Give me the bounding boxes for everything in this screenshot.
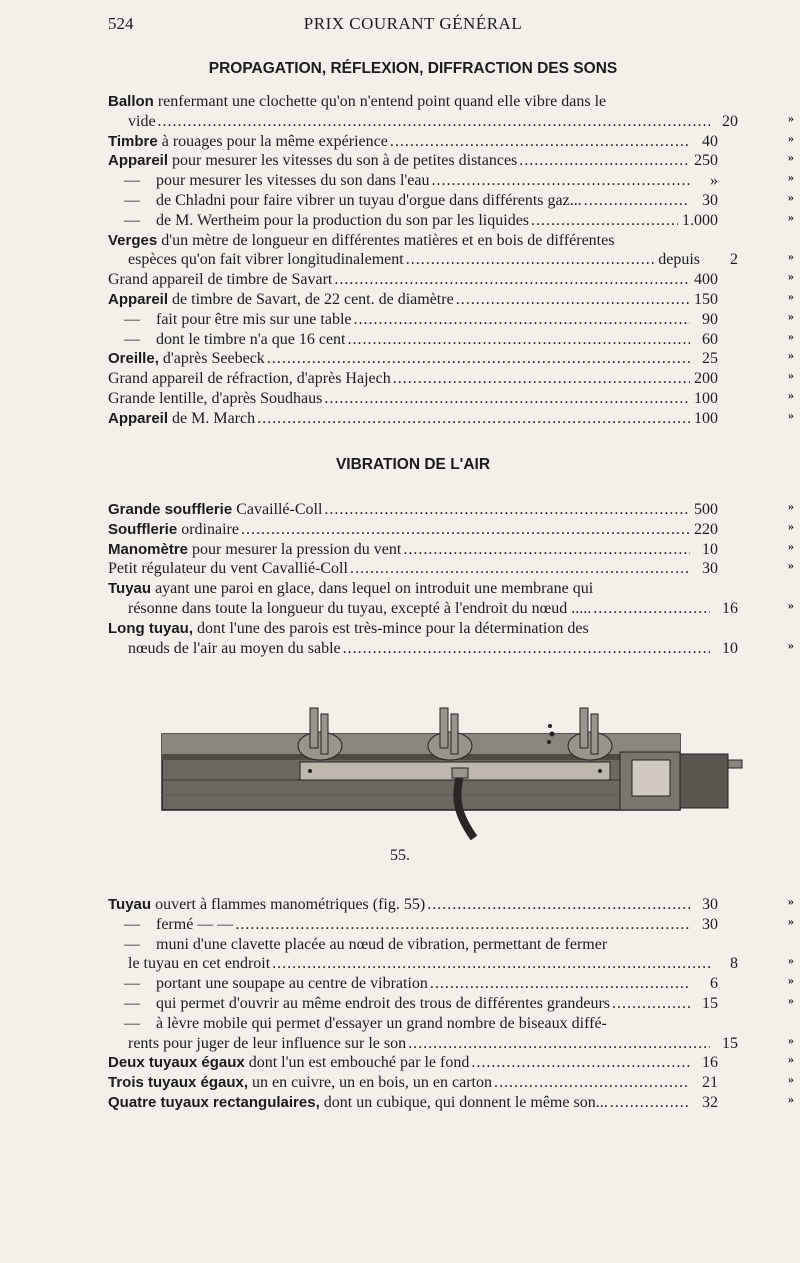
leader-dots [427,895,690,915]
item-price: 30 [702,915,718,933]
guillemet-mark: » [788,499,794,513]
guillemet-mark: » [788,538,794,553]
leader-dots [241,520,690,540]
item-description: renfermant une clochette qu'on n'entend point quand elle vibre dans le [153,93,607,110]
ditto-dash: — [124,310,140,328]
item-price: 100 [694,389,718,407]
list-item [108,310,798,330]
ditto-dash: — [124,994,140,1012]
item-price: 150 [694,290,718,308]
item-description-cont: nœuds de l'air au moyen du sable [128,639,341,657]
item-description: ayant une paroi en glace, dans lequel on introduit une membrane qui [151,580,594,598]
item-description: de M. Wertheim pour la production du son par les liquides [156,211,530,229]
item-keyword: Deux tuyaux égaux [108,1054,245,1072]
page-number: 524 [108,14,134,33]
item-description: ouvert à flammes manométriques (fig. 55) [151,896,426,913]
item-description: Grand appareil de réfraction, d'après Hajech [108,370,391,388]
guillemet-mark: » [788,1072,794,1087]
leader-dots [531,211,678,231]
list-item [108,1053,798,1073]
item-description: Cavaillé-Coll [232,501,323,518]
leader-dots [390,132,690,152]
list-item [108,520,798,540]
list-item [108,92,798,132]
item-keyword: Ballon [108,93,154,110]
leader-dots [430,974,690,994]
leader-dots [406,250,655,270]
item-keyword: Oreille, [108,350,159,368]
guillemet-mark: » [788,973,794,988]
ditto-dash: — [124,975,140,993]
guillemet-mark: » [788,558,794,573]
item-description: qui permet d'ouvrir au même endroit des trous de différentes grandeurs [156,994,610,1012]
price-list-vibration [108,500,798,658]
item-price: 1.000 [682,211,718,229]
item-description: dont l'une des parois est très-mince pour la détermination des [193,619,589,637]
leader-dots [343,639,710,659]
guillemet-mark: » [788,894,794,908]
list-item [108,1073,798,1093]
item-description-cont: espèces qu'on fait vibrer longitudinalement [128,251,404,269]
list-item [108,500,798,520]
list-item [108,151,798,171]
leader-dots [235,915,690,935]
guillemet-mark: » [788,328,794,343]
guillemet-mark: » [788,1091,794,1106]
list-item [108,270,798,290]
item-price: 16 [702,1054,718,1072]
leader-dots [324,500,690,520]
item-description: dont un cubique, qui donnent le même son... [319,1093,608,1111]
guillemet-mark: » [788,189,794,204]
leader-dots [610,1093,690,1113]
item-price: 6 [710,975,718,993]
list-item [108,171,798,191]
guillemet-mark: » [788,348,794,363]
item-description: d'après Seebeck [158,350,265,368]
item-price: 250 [694,152,718,170]
leader-dots [158,112,710,132]
list-item [108,1014,798,1054]
ditto-dash: — [124,330,140,348]
item-keyword: Trois tuyaux égaux, [108,1074,249,1092]
item-price: 30 [702,896,718,913]
guillemet-mark: » [788,288,794,303]
item-description: de M. March [168,409,256,427]
list-item [108,994,798,1014]
running-title: PRIX COURANT GÉNÉRAL [303,14,523,33]
item-price: 400 [694,271,718,289]
item-description: dont le timbre n'a que 16 cent [156,330,346,348]
item-price: 15 [722,1034,738,1052]
list-item [108,231,798,271]
list-item [108,330,798,350]
section-title-propagation: PROPAGATION, RÉFLEXION, DIFFRACTION DES SONS [208,60,618,77]
leader-dots [471,1053,690,1073]
item-price: 16 [722,599,738,617]
list-item [108,191,798,211]
item-keyword: Appareil [108,409,169,427]
item-description-cont: rents pour juger de leur influence sur le son [128,1034,407,1052]
item-price: 21 [702,1074,718,1092]
guillemet-mark: » [788,368,794,383]
item-price: 20 [722,112,738,130]
guillemet-mark: » [788,637,794,652]
page-header [108,14,718,38]
guillemet-mark: » [788,130,794,145]
leader-dots [354,310,691,330]
guillemet-mark: » [788,1052,794,1067]
item-keyword: Long tuyau, [108,619,193,637]
leader-dots [272,954,710,974]
list-item [108,579,798,619]
item-description: pour mesurer les vitesses du son dans l'eau [156,172,430,190]
item-description: pour mesurer les vitesses du son à de petites distances [168,152,518,170]
item-keyword: Timbre [108,132,158,150]
guillemet-mark: » [788,387,794,402]
list-item [108,540,798,560]
item-price: 500 [694,501,718,518]
guillemet-mark: » [788,913,794,928]
item-description: de Chladni pour faire vibrer un tuyau d'orgue dans différents gaz... [156,191,582,209]
list-item [108,915,798,935]
guillemet-mark: » [788,1032,794,1047]
item-keyword: Appareil [108,152,169,170]
leader-dots [350,559,690,579]
list-item [108,409,798,429]
item-price: » [710,172,718,190]
item-description: dont l'un est embouché par le fond [244,1054,470,1072]
list-item [108,974,798,994]
item-price: 40 [702,132,718,150]
leader-dots [612,994,690,1014]
leader-dots [267,349,690,369]
list-item [108,895,798,915]
ditto-dash: — [124,172,140,190]
item-price: 8 [730,955,738,973]
leader-dots [348,330,691,350]
leader-dots [324,389,690,409]
item-price: 10 [702,540,718,558]
guillemet-mark: » [788,407,794,422]
item-keyword: Tuyau [108,580,152,598]
leader-dots [334,270,690,290]
price-qualifier: depuis [658,251,700,269]
item-price: 30 [702,560,718,578]
item-keyword: Grande soufflerie [108,501,233,518]
list-item [108,559,798,579]
item-description-cont: résonne dans toute la longueur du tuyau, excepté à l'endroit du nœud ..... [128,599,592,617]
ditto-dash: — [124,1014,140,1032]
guillemet-mark: » [788,249,794,264]
leader-dots [593,599,710,619]
organ-pipe-figure [160,700,745,840]
item-description-cont: vide [128,112,156,130]
leader-dots [408,1034,710,1054]
item-description: fermé — — [156,915,234,933]
figure-label: 55. [390,847,410,864]
list-item [108,389,798,409]
list-item [108,935,798,975]
item-description: portant une soupape au centre de vibration [156,975,428,993]
item-price: 100 [694,409,718,427]
guillemet-mark: » [788,308,794,323]
guillemet-mark: » [788,953,794,968]
list-item [108,349,798,369]
item-description: ordinaire [177,520,239,538]
list-item [108,1093,798,1113]
guillemet-mark: » [788,150,794,165]
item-price: 10 [722,639,738,657]
leader-dots [456,290,690,310]
section-title-vibration: VIBRATION DE L'AIR [335,456,491,473]
item-description: de timbre de Savart, de 22 cent. de diamètre [168,290,454,308]
item-description: Petit régulateur du vent Cavallié-Coll [108,560,348,578]
item-description-cont: le tuyau en cet endroit [128,955,271,973]
item-description: un en cuivre, un en bois, un en carton [248,1074,492,1092]
guillemet-mark: » [788,992,794,1007]
item-keyword: Verges [108,231,158,249]
item-keyword: Soufflerie [108,520,178,538]
leader-dots [257,409,690,429]
item-keyword: Quatre tuyaux rectangulaires, [108,1093,320,1111]
item-description: pour mesurer la pression du vent [188,540,402,558]
item-price: 220 [694,520,718,538]
price-list-pipes [108,895,798,1113]
item-price: 60 [702,330,718,348]
leader-dots [584,191,690,211]
price-list-propagation [108,92,798,429]
list-item [108,290,798,310]
item-keyword: Manomètre [108,540,189,558]
item-keyword: Appareil [108,290,169,308]
item-description: Grande lentille, d'après Soudhaus [108,389,323,407]
item-description: muni d'une clavette placée au nœud de vibration, permettant de fermer [156,935,608,953]
ditto-dash: — [124,211,140,229]
ditto-dash: — [124,915,140,933]
item-price: 30 [702,191,718,209]
guillemet-mark: » [788,110,794,125]
guillemet-mark: » [788,170,794,185]
item-description: d'un mètre de longueur en différentes matières et en bois de différentes [157,231,615,249]
guillemet-mark: » [788,269,794,284]
item-description: à lèvre mobile qui permet d'essayer un grand nombre de biseaux diffé- [156,1014,607,1032]
leader-dots [393,369,690,389]
item-price: 2 [730,251,738,269]
item-price: 90 [702,310,718,328]
list-item [108,132,798,152]
list-item [108,369,798,389]
ditto-dash: — [124,935,140,953]
item-description: Grand appareil de timbre de Savart [108,271,333,289]
list-item [108,619,798,659]
guillemet-mark: » [788,518,794,533]
item-description: à rouages pour la même expérience [157,132,388,150]
item-keyword: Tuyau [108,896,152,913]
list-item [108,211,798,231]
item-price: 25 [702,350,718,368]
guillemet-mark: » [788,209,794,224]
leader-dots [519,151,690,171]
item-price: 200 [694,370,718,388]
ditto-dash: — [124,191,140,209]
leader-dots [432,171,691,191]
item-price: 32 [702,1093,718,1111]
item-description: fait pour être mis sur une table [156,310,352,328]
guillemet-mark: » [788,597,794,612]
leader-dots [403,540,690,560]
leader-dots [494,1073,690,1093]
item-price: 15 [702,994,718,1012]
